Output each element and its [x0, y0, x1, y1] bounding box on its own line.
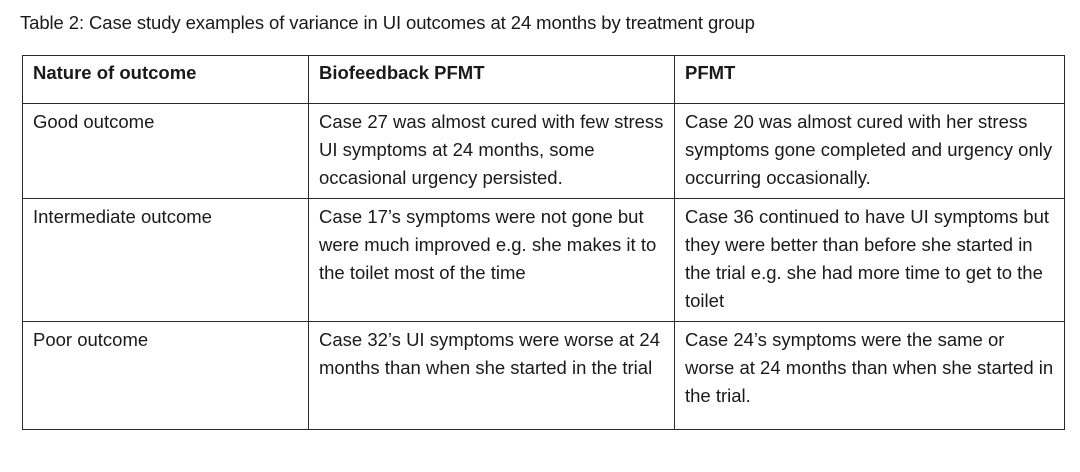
table-row — [23, 104, 1065, 199]
cell-pfmt-good: Case 20 was almost cured with her stress symptoms gone completed and urgency only occurring occasionally. — [675, 104, 1065, 199]
table-row — [23, 199, 1065, 322]
header-pfmt: PFMT — [675, 56, 1065, 104]
row-label-good-outcome: Good outcome — [23, 104, 309, 199]
cell-pfmt-poor: Case 24’s symptoms were the same or worse at 24 months than when she started in the trial. — [675, 322, 1065, 430]
table-caption: Table 2: Case study examples of variance in UI outcomes at 24 months by treatment group — [20, 12, 755, 33]
cell-biofeedback-good: Case 27 was almost cured with few stress UI symptoms at 24 months, some occasional urgency persisted. — [309, 104, 675, 199]
header-biofeedback-pfmt: Biofeedback PFMT — [309, 56, 675, 104]
row-label-poor-outcome: Poor outcome — [23, 322, 309, 430]
case-study-table — [22, 55, 1065, 430]
table-row — [23, 322, 1065, 430]
cell-biofeedback-intermediate: Case 17’s symptoms were not gone but were much improved e.g. she makes it to the toilet most of the time — [309, 199, 675, 322]
cell-biofeedback-poor: Case 32’s UI symptoms were worse at 24 months than when she started in the trial — [309, 322, 675, 430]
row-label-intermediate-outcome: Intermediate outcome — [23, 199, 309, 322]
table-header-row — [23, 56, 1065, 104]
header-nature-of-outcome: Nature of outcome — [23, 56, 309, 104]
cell-pfmt-intermediate: Case 36 continued to have UI symptoms but they were better than before she started in the trial e.g. she had more time to get to the toilet — [675, 199, 1065, 322]
